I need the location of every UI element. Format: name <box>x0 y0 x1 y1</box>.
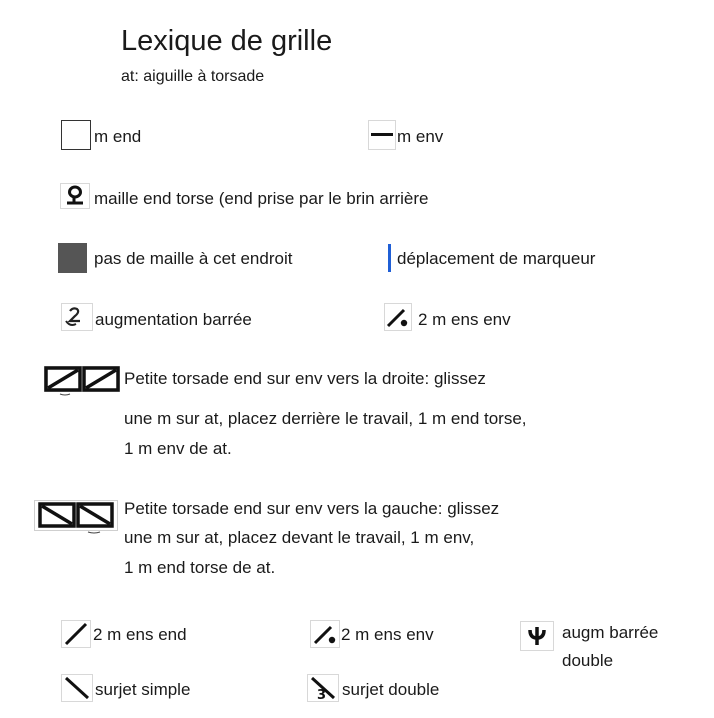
k2tog-label: 2 m ens end <box>93 625 187 644</box>
p2tog-icon <box>384 303 412 331</box>
twisted-loop-icon <box>60 183 90 209</box>
legend-title: Lexique de grille <box>121 25 333 57</box>
left-cable-line-3: 1 m end torse de at. <box>124 558 276 577</box>
sk2p-label: surjet double <box>342 680 440 699</box>
left-slant-icon <box>61 674 93 702</box>
left-cable-icon <box>34 500 118 534</box>
horizontal-bar-icon <box>368 120 396 150</box>
blue-vertical-line-icon <box>388 244 391 272</box>
right-slant-icon <box>61 620 91 648</box>
p2tog-label: 2 m ens env <box>418 310 511 329</box>
empty-square-icon <box>61 120 91 150</box>
double-increase-line-1: augm barrée <box>562 623 659 642</box>
make-one-icon <box>61 303 93 331</box>
knit-tbl-label: maille end torse (end prise par le brin arrière <box>94 189 429 208</box>
filled-gray-square-icon <box>58 243 87 273</box>
no-stitch-label: pas de maille à cet endroit <box>94 249 293 268</box>
right-cable-line-2: une m sur at, placez derrière le travail, 1 m end torse, <box>124 409 527 428</box>
svg-text:3: 3 <box>317 688 327 703</box>
right-cable-icon <box>44 366 120 396</box>
right-cable-line-3: 1 m env de at. <box>124 439 232 458</box>
left-cable-line-1: Petite torsade end sur env vers la gauche: glissez <box>124 499 500 518</box>
ssk-label: surjet simple <box>95 680 191 699</box>
p2tog-icon <box>310 620 340 648</box>
right-cable-line-1: Petite torsade end sur env vers la droite: glissez <box>124 369 486 388</box>
left-cable-line-2: une m sur at, placez devant le travail, 1 m env, <box>124 528 475 547</box>
p2tog-label-2: 2 m ens env <box>341 625 434 644</box>
make-one-label: augmentation barrée <box>95 310 252 329</box>
double-increase-icon <box>520 621 554 651</box>
abbreviation-note: at: aiguille à torsade <box>121 68 265 85</box>
marker-move-label: déplacement de marqueur <box>397 249 596 268</box>
purl-label: m env <box>397 127 444 146</box>
double-increase-line-2: double <box>562 651 614 670</box>
double-decrease-icon <box>307 674 339 702</box>
knit-label: m end <box>94 127 142 146</box>
